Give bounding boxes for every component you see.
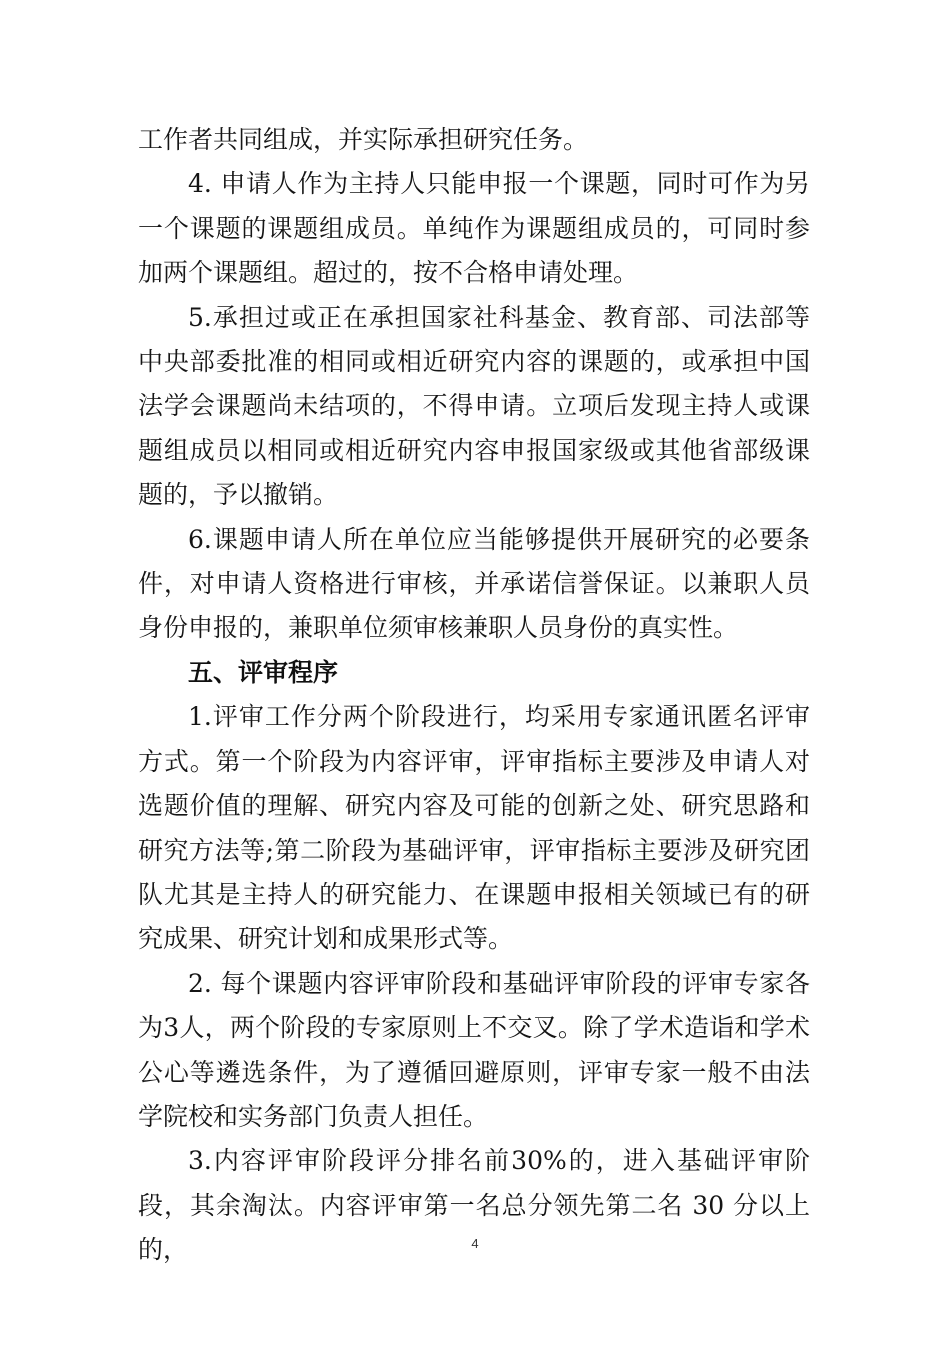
section-paragraph-1: 1.评审工作分两个阶段进行，均采用专家通讯匿名评审方式。第一个阶段为内容评审，评审指标主要涉及申请人对选题价值的理解、研究内容及可能的创新之处、研究思路和研究方法等;第二阶段为基础评审，评审指标主要涉及研究团队尤其是主持人的研究能力、在课题申报相关领域已有的研究成果、研究计划和成果形式等。 xyxy=(138,702,810,954)
section-paragraph-2: 2. 每个课题内容评审阶段和基础评审阶段的评审专家各为3人，两个阶段的专家原则上不交叉。除了学术造诣和学术公心等遴选条件，为了遵循回避原则，评审专家一般不由法学院校和实务部门负责人担任。 xyxy=(138,968,810,1131)
paragraph-continuation: 工作者共同组成，并实际承担研究任务。 xyxy=(138,125,589,154)
page-number: 4 xyxy=(471,1236,479,1251)
paragraph-item-6: 6.课题申请人所在单位应当能够提供开展研究的必要条件，对申请人资格进行审核，并承诺信誉保证。以兼职人员身份申报的，兼职单位须审核兼职人员身份的真实性。 xyxy=(138,524,810,643)
section-heading: 五、评审程序 xyxy=(188,657,339,687)
paragraph-item-4: 4. 申请人作为主持人只能申报一个课题，同时可作为另一个课题的课题组成员。单纯作为课题组成员的，可同时参加两个课题组。超过的，按不合格申请处理。 xyxy=(138,169,810,288)
document-body xyxy=(138,118,810,1273)
section-paragraph-3: 3.内容评审阶段评分排名前30%的，进入基础评审阶段，其余淘汰。内容评审第一名总分领先第二名 30 分以上的， xyxy=(138,1146,810,1265)
paragraph-item-5: 5.承担过或正在承担国家社科基金、教育部、司法部等中央部委批准的相同或相近研究内容的课题的，或承担中国法学会课题尚未结项的，不得申请。立项后发现主持人或课题组成员以相同或相近研究内容申报国家级或其他省部级课题的，予以撤销。 xyxy=(138,302,810,510)
